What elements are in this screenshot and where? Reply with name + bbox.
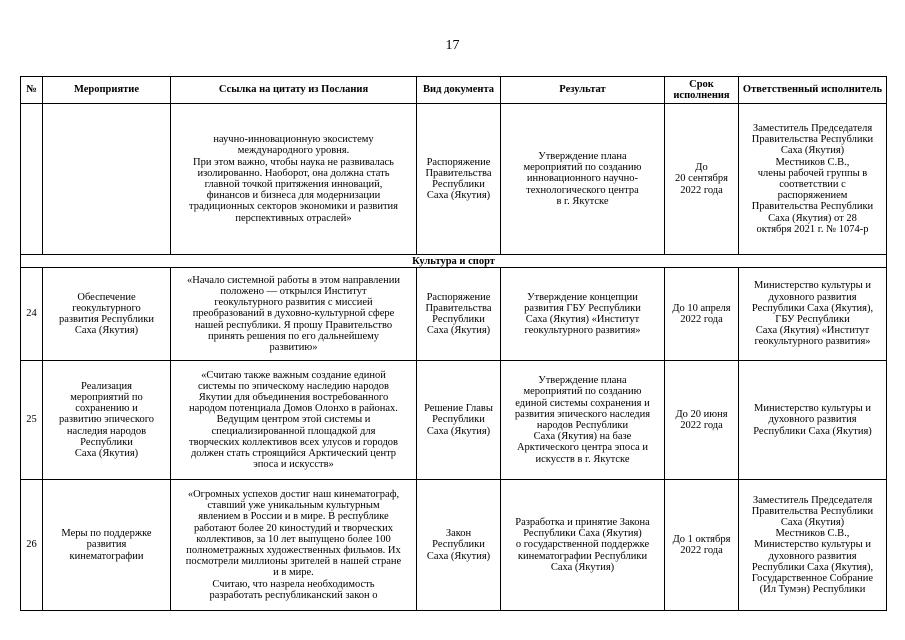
quote-line: «Считаю также важным создание единой <box>201 369 386 381</box>
quote-line: международного уровня. <box>237 145 350 157</box>
table-row <box>21 268 887 361</box>
table-row <box>21 104 887 255</box>
quote-line: эпоса и искусств» <box>253 459 334 471</box>
result-cell: Разработка и принятие Закона Республики Саха (Якутия) о государственной поддержке кинематографии Республики Саха (Якутия) <box>501 480 665 611</box>
quote-line: коллективов, за 10 лет выпущено более 100 <box>196 533 391 545</box>
row-number: 25 <box>21 361 43 480</box>
quote-line: Считаю, что назрела необходимость <box>212 578 375 590</box>
quote-line: «Огромных успехов достиг наш кинематограф, <box>187 488 400 500</box>
document-type-cell: Распоряжение Правительства Республики Саха (Якутия) <box>417 104 501 255</box>
quote-line: полнометражных художественных фильмов. Их <box>186 545 401 556</box>
quote-cell <box>171 104 417 255</box>
responsible-cell: Министерство культуры и духовного развития Республики Саха (Якутия), ГБУ Республики Саха (Якутия) «Институт геокультурного развития» <box>739 268 887 361</box>
deadline-cell: До 1 октября 2022 года <box>665 480 739 611</box>
event-cell: Обеспечение геокультурного развития Республики Саха (Якутия) <box>43 268 171 361</box>
result-cell: Утверждение плана мероприятий по созданию единой системы сохранения и развития эпического наследия народов Республики Саха (Якутия) на базе Арктического центра эпоса и искусств в г. Якутске <box>501 361 665 480</box>
document-type-cell: Решение Главы Республики Саха (Якутия) <box>417 361 501 480</box>
quote-line: перспективных отраслей» <box>235 212 352 224</box>
column-header-number: № <box>21 77 43 104</box>
quote-line: положено — открылся Институт <box>220 285 367 297</box>
column-header-quote: Ссылка на цитату из Послания <box>171 77 417 104</box>
responsible-cell: Министерство культуры и духовного развития Республики Саха (Якутия) <box>739 361 887 480</box>
deadline-cell: До 10 апреля 2022 года <box>665 268 739 361</box>
quote-line: и в мире. <box>273 567 314 579</box>
quote-line: геокультурного развития с миссией <box>214 297 373 309</box>
quote-line: традиционных секторов экономики и развития <box>189 201 398 213</box>
quote-line: Якутии для объединения востребованного <box>198 391 389 403</box>
quote-line: Ведущим центром этой системы и <box>216 414 371 426</box>
table-row <box>21 480 887 611</box>
section-header-row <box>21 255 887 268</box>
document-type-cell: Закон Республики Саха (Якутия) <box>417 480 501 611</box>
column-header-document: Вид документа <box>417 77 501 104</box>
deadline-cell: До 20 сентября 2022 года <box>665 104 739 255</box>
result-cell: Утверждение концепции развития ГБУ Республики Саха (Якутия) «Институт геокультурного развития» <box>501 268 665 361</box>
result-cell: Утверждение плана мероприятий по созданию инновационного научно- технологического центра в г. Якутске <box>501 104 665 255</box>
table-row <box>21 361 887 480</box>
section-title: Культура и спорт <box>21 255 887 268</box>
table-header-row <box>21 77 887 104</box>
quote-line: разработать республиканский закон о <box>209 589 378 601</box>
row-number: 24 <box>21 268 43 361</box>
quote-line: специализированной площадкой для <box>211 425 376 437</box>
quote-line: ставший уже уникальным культурным <box>207 500 380 512</box>
quote-line: научно-инновационную экосистему <box>213 134 374 146</box>
quote-line: принять решения по его дальнейшему <box>207 330 380 342</box>
deadline-cell: До 20 июня 2022 года <box>665 361 739 480</box>
quote-line: должен стать строящийся Арктический центр <box>190 448 397 459</box>
column-header-event: Мероприятие <box>43 77 171 104</box>
event-cell: Меры по поддержке развития кинематографии <box>43 480 171 611</box>
row-number: 26 <box>21 480 43 611</box>
event-cell: Реализация мероприятий по сохранению и развитию эпического наследия народов Республики Саха (Якутия) <box>43 361 171 480</box>
quote-line: главной точкой притяжения инноваций, <box>204 179 383 190</box>
event-cell <box>43 104 171 255</box>
quote-cell <box>171 268 417 361</box>
column-header-deadline: Срок исполнения <box>665 77 739 104</box>
quote-line: преобразований в духовно-культурной сфере <box>192 308 395 320</box>
row-number <box>21 104 43 255</box>
quote-line: явлением в России и в мире. В республике <box>198 511 389 523</box>
quote-line: нашей республики. Я прошу Правительство <box>194 319 393 331</box>
quote-line: «Начало системной работы в этом направлении <box>187 274 400 286</box>
quote-line: творческих коллективов всех улусов и городов <box>188 436 399 448</box>
quote-line: системы по эпическому наследию народов <box>198 380 389 392</box>
responsible-cell: Заместитель Председателя Правительства Республики Саха (Якутия) Местников С.В., члены рабочей группы в соответствии с распоряжением Правительства Республики Саха (Якутия) от 28 октября 2021 г. № 1074-р <box>739 104 887 255</box>
quote-line: При этом важно, чтобы наука не развивалась <box>193 156 394 168</box>
column-header-responsible: Ответственный исполнитель <box>739 77 887 104</box>
quote-line: изолированно. Наоборот, она должна стать <box>197 167 390 179</box>
quote-line: работают более 20 киностудий и творческих <box>194 522 393 534</box>
quote-line: посмотрели миллионы зрителей в нашей стране <box>185 556 402 568</box>
document-type-cell: Распоряжение Правительства Республики Саха (Якутия) <box>417 268 501 361</box>
quote-cell <box>171 361 417 480</box>
quote-line: развитию» <box>269 342 318 353</box>
plan-table <box>20 76 887 611</box>
column-header-result: Результат <box>501 77 665 104</box>
responsible-cell: Заместитель Председателя Правительства Республики Саха (Якутия) Местников С.В., Министерство культуры и духовного развития Республики Саха (Якутия), Государственное Собрание (Ил Тумэн) Республики <box>739 480 887 611</box>
quote-cell <box>171 480 417 611</box>
quote-line: финансов и бизнеса для модернизации <box>206 190 381 202</box>
page-number: 17 <box>445 38 460 53</box>
quote-line: народом потенциала Домов Олонхо в районах. <box>189 403 398 415</box>
